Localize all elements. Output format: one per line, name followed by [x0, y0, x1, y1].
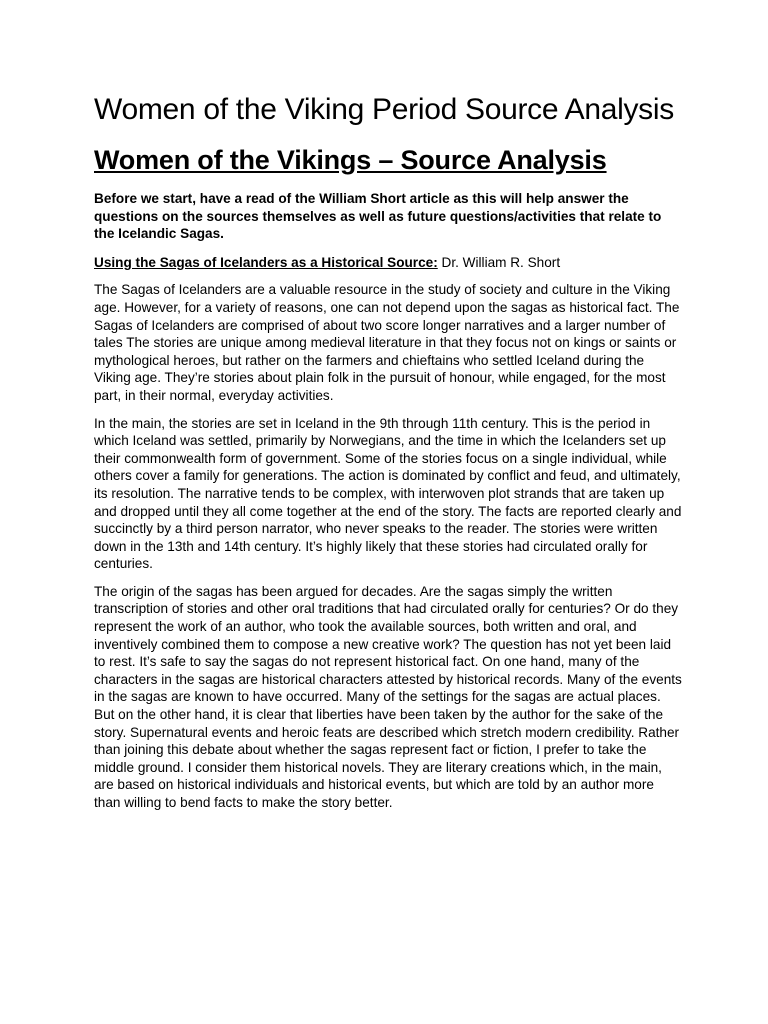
- article-title-link[interactable]: Using the Sagas of Icelanders as a Historical Source:: [94, 254, 438, 270]
- section-heading: Women of the Vikings – Source Analysis: [94, 145, 607, 175]
- body-paragraph-2: In the main, the stories are set in Iceland in the 9th through 11th century. This is the period in which Iceland was settled, primarily by Norwegians, and the time in which the Icelanders set up their commonwealth form of government. Some of the stories focus on a single individual, while others cover a family for generations. The action is dominated by conflict and feud, and ultimately, its resolution. The narrative tends to be complex, with interwoven plot strands that are taken up and dropped until they all come together at the end of the story. The facts are reported clearly and succinctly by a third person narrator, who never speaks to the reader. The stories were written down in the 13th and 14th century. It’s highly likely that these stories had circulated orally for centuries.: [94, 415, 682, 572]
- intro-paragraph: Before we start, have a read of the William Short article as this will help answer the questions on the sources themselves as well as future questions/activities that relate to the Icelandic Sagas.: [94, 191, 662, 242]
- body-paragraph-1: The Sagas of Icelanders are a valuable resource in the study of society and culture in the Viking age. However, for a variety of reasons, one can not depend upon the sagas as historical fact. The Sagas of Icelanders are comprised of about two score longer narratives and a larger number of tales The stories are unique among medieval literature in that they focus not on kings or saints or mythological heroes, but rather on the farmers and chieftains who settled Iceland during the Viking age. They’re stories about plain folk in the pursuit of honour, while engaged, for the most part, in their normal, everyday activities.: [94, 282, 680, 403]
- body-paragraph-3: The origin of the sagas has been argued for decades. Are the sagas simply the written transcription of stories and other oral traditions that had circulated orally for centuries? Or do they represent the work of an author, who took the available sources, both written and oral, and inventively combined them to compose a new creative work? The question has not yet been laid to rest. It’s safe to say the sagas do not represent historical fact. On one hand, many of the characters in the sagas are historical characters attested by historical records. Many of the events in the sagas are known to have occurred. Many of the settings for the sagas are actual places. But on the other hand, it is clear that liberties have been taken by the author for the sake of the story. Supernatural events and heroic feats are described which stretch modern credibility. Rather than joining this debate about whether the sagas represent fact or fiction, I prefer to take the middle ground. I consider them historical novels. They are literary creations which, in the main, are based on historical individuals and historical events, but which are told by an author more than willing to bend facts to make the story better.: [94, 583, 682, 810]
- document-title: Women of the Viking Period Source Analysis: [94, 93, 674, 126]
- document-page: [94, 88, 682, 822]
- article-byline: [94, 254, 682, 272]
- article-author: Dr. William R. Short: [437, 254, 561, 270]
